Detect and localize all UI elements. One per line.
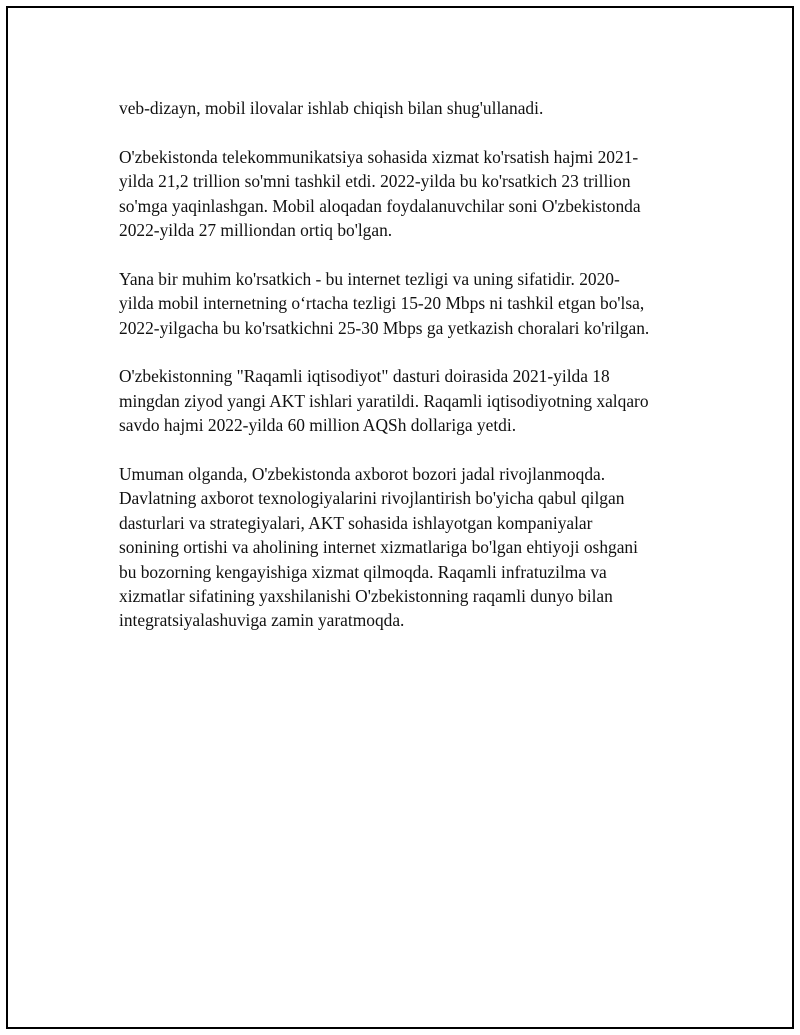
text-line: yilda mobil internetning o‘rtacha tezligi 15-20 Mbps ni tashkil etgan bo'lsa, <box>119 293 645 314</box>
paragraph-4 <box>119 364 689 437</box>
text-line: Umuman olganda, O'zbekistonda axborot bozori jadal rivojlanmoqda. <box>119 464 606 485</box>
text-line: O'zbekistonning "Raqamli iqtisodiyot" dasturi doirasida 2021-yilda 18 <box>119 366 610 387</box>
text-line: Yana bir muhim ko'rsatkich - bu internet tezligi va uning sifatidir. 2020- <box>119 268 620 289</box>
paragraph-3 <box>119 267 689 340</box>
text-line: Davlatning axborot texnologiyalarini rivojlantirish bo'yicha qabul qilgan <box>119 488 625 509</box>
document-body <box>119 96 689 657</box>
text-line: sonining ortishi va aholining internet xizmatlariga bo'lgan ehtiyoji oshgani <box>119 537 638 558</box>
text-line: xizmatlar sifatining yaxshilanishi O'zbekistonning raqamli dunyo bilan <box>119 586 613 607</box>
text-line: savdo hajmi 2022-yilda 60 million AQSh dollariga yetdi. <box>119 415 517 436</box>
paragraph-1 <box>119 96 689 120</box>
text-line: mingdan ziyod yangi AKT ishlari yaratildi. Raqamli iqtisodiyotning xalqaro <box>119 390 649 411</box>
text-line: yilda 21,2 trillion so'mni tashkil etdi. 2022-yilda bu ko'rsatkich 23 trillion <box>119 171 631 192</box>
paragraph-2 <box>119 145 689 243</box>
text-line: veb-dizayn, mobil ilovalar ishlab chiqish bilan shug'ullanadi. <box>119 98 544 118</box>
text-line: O'zbekistonda telekommunikatsiya sohasida xizmat ko'rsatish hajmi 2021- <box>119 146 639 167</box>
document-page <box>6 6 794 1029</box>
text-line: so'mga yaqinlashgan. Mobil aloqadan foydalanuvchilar soni O'zbekistonda <box>119 195 641 216</box>
text-line: dasturlari va strategiyalari, AKT sohasida ishlayotgan kompaniyalar <box>119 512 593 533</box>
text-line: 2022-yilda 27 milliondan ortiq bo'lgan. <box>119 220 393 241</box>
text-line: integratsiyalashuviga zamin yaratmoqda. <box>119 610 405 631</box>
text-line: bu bozorning kengayishiga xizmat qilmoqda. Raqamli infratuzilma va <box>119 561 607 582</box>
text-line: 2022-yilgacha bu ko'rsatkichni 25-30 Mbps ga yetkazish choralari ko'rilgan. <box>119 317 650 338</box>
paragraph-5 <box>119 462 689 633</box>
